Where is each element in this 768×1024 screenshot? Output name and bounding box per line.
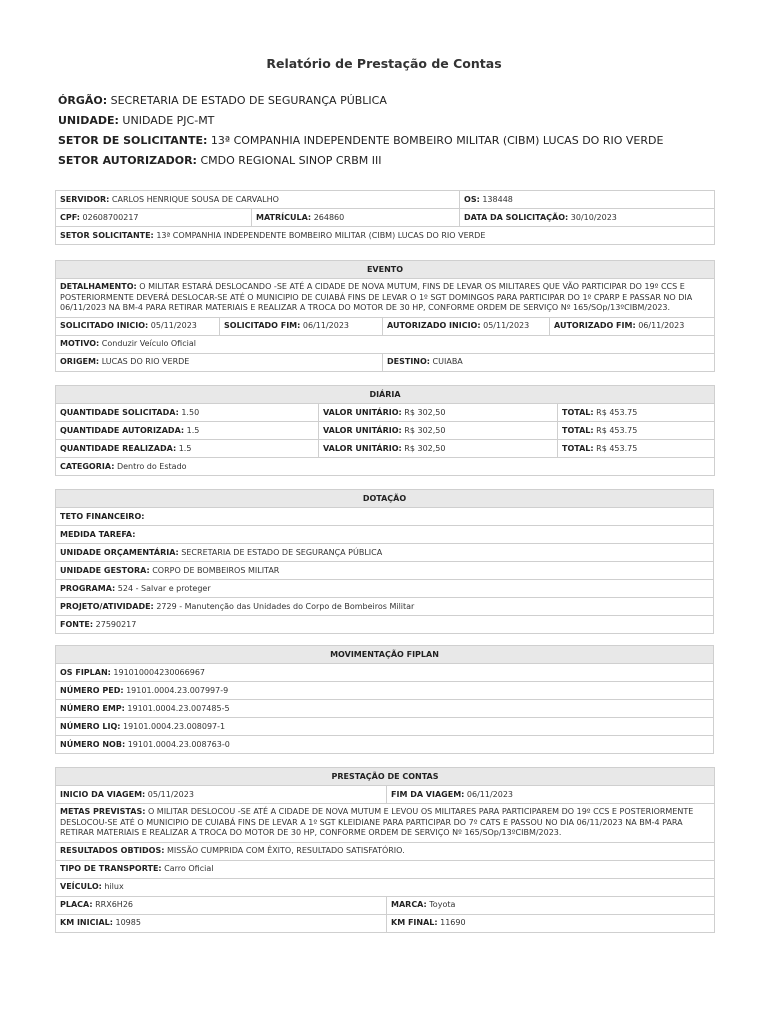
- valor-unitario-label: VALOR UNITÁRIO:: [323, 443, 402, 453]
- numero-ped-cell: [56, 682, 714, 700]
- origem-label: ORIGEM:: [60, 357, 100, 366]
- categoria-value: Dentro do Estado: [116, 461, 187, 471]
- fiplan-table: [55, 645, 714, 754]
- valor-unitario-label: VALOR UNITÁRIO:: [323, 407, 402, 417]
- fonte-value: 27590217: [95, 619, 137, 629]
- solicitado-fim-label: SOLICITADO FIM:: [224, 321, 301, 330]
- cpf-cell: [56, 209, 252, 227]
- table-row: [56, 404, 715, 422]
- setor-autorizador-label: SETOR AUTORIZADOR:: [58, 154, 197, 167]
- quantidade-label: QUANTIDADE SOLICITADA:: [60, 407, 179, 417]
- total-label: TOTAL:: [562, 443, 594, 453]
- programa-label: PROGRAMA:: [60, 583, 116, 593]
- veiculo-cell: [56, 878, 715, 896]
- destino-label: DESTINO:: [387, 357, 430, 366]
- quantidade-value: 1.5: [186, 425, 200, 435]
- motivo-value: Conduzir Veículo Oficial: [101, 339, 196, 348]
- unidade-gestora-value: CORPO DE BOMBEIROS MILITAR: [152, 565, 280, 575]
- cpf-label: CPF:: [60, 212, 80, 222]
- destino-value: CUIABA: [432, 357, 463, 366]
- solicitado-fim-value: 06/11/2023: [302, 321, 349, 330]
- unidade-orcamentaria-value: SECRETARIA DE ESTADO DE SEGURANÇA PÚBLICA: [181, 547, 383, 557]
- medida-tarefa-cell: [56, 526, 714, 544]
- orgao-line: [58, 94, 387, 107]
- valor-unitario-cell: [319, 404, 558, 422]
- data-solicitacao-value: 30/10/2023: [570, 212, 617, 222]
- table-row: [56, 616, 714, 634]
- origem-cell: [56, 353, 383, 371]
- valor-unitario-label: VALOR UNITÁRIO:: [323, 425, 402, 435]
- matricula-cell: [252, 209, 460, 227]
- os-cell: [460, 191, 715, 209]
- total-label: TOTAL:: [562, 407, 594, 417]
- data-solicitacao-cell: [460, 209, 715, 227]
- unidade-gestora-label: UNIDADE GESTORA:: [60, 565, 150, 575]
- unidade-line: [58, 114, 214, 127]
- numero-nob-cell: [56, 736, 714, 754]
- table-row: [56, 317, 715, 335]
- total-value: R$ 453.75: [596, 443, 638, 453]
- table-row: [56, 718, 714, 736]
- page-title: Relatório de Prestação de Contas: [266, 56, 502, 71]
- dotacao-table: [55, 489, 714, 634]
- unidade-orcamentaria-label: UNIDADE ORÇAMENTÁRIA:: [60, 547, 179, 557]
- section-header: [56, 646, 714, 664]
- data-solicitacao-label: DATA DA SOLICITAÇÃO:: [464, 212, 569, 222]
- km-final-value: 11690: [440, 918, 466, 927]
- km-final-label: KM FINAL:: [391, 918, 438, 927]
- km-inicial-label: KM INICIAL:: [60, 918, 113, 927]
- table-row: [56, 209, 715, 227]
- total-cell: [558, 404, 715, 422]
- os-label: OS:: [464, 194, 480, 204]
- resultados-value: MISSÃO CUMPRIDA COM ÊXITO, RESULTADO SATISFATÓRIO.: [166, 846, 405, 855]
- dotacao-heading: DOTAÇÃO: [56, 490, 714, 508]
- quantidade-label: QUANTIDADE REALIZADA:: [60, 443, 177, 453]
- detalhamento-label: DETALHAMENTO:: [60, 282, 137, 291]
- origem-value: LUCAS DO RIO VERDE: [101, 357, 190, 366]
- setor-solicitante-cell: [56, 227, 715, 245]
- table-row: [56, 526, 714, 544]
- table-row: [56, 508, 714, 526]
- numero-ped-value: 19101.0004.23.007997-9: [126, 685, 229, 695]
- table-row: [56, 700, 714, 718]
- table-row: [56, 878, 715, 896]
- fim-viagem-value: 06/11/2023: [466, 789, 514, 799]
- setor-autorizador-value: CMDO REGIONAL SINOP CRBM III: [200, 154, 382, 167]
- table-row: [56, 458, 715, 476]
- metas-previstas-value: O MILITAR DESLOCOU -SE ATÉ A CIDADE DE NOVA MUTUM E LEVOU OS MILITARES PARA PARTICIPAREM DO 19º CCS E POSTERIORMENTE DESLOCOU-SE ATÉ O MUNICIPIO DE CUIABÁ FINS DE LEVAR A 1º SGT KLEIDIANE PARA PARTICIPAR DO 7º CATS E PASSOU NO DIA 06/11/2023 NA BM-4 PARA RETIRAR MATERIAIS E REALIZAR A TROCA DO MOTOR DE 30 HP, CONFORME ORDEM DE SERVIÇO Nº 165/SOp/13ºCIBM/2023.: [60, 807, 694, 837]
- fim-viagem-cell: [387, 786, 715, 804]
- fiplan-heading: MOVIMENTAÇÃO FIPLAN: [56, 646, 714, 664]
- destino-cell: [383, 353, 715, 371]
- servidor-cell: [56, 191, 460, 209]
- table-row: [56, 860, 715, 878]
- quantidade-value: 1.5: [178, 443, 192, 453]
- setor-solicitante-label: SETOR DE SOLICITANTE:: [58, 134, 208, 147]
- orgao-value: SECRETARIA DE ESTADO DE SEGURANÇA PÚBLICA: [110, 94, 387, 107]
- solicitado-inicio-cell: [56, 317, 220, 335]
- section-header: [56, 261, 715, 279]
- table-row: [56, 842, 715, 860]
- setor-solicitante-line: [58, 134, 663, 147]
- tipo-transporte-cell: [56, 860, 715, 878]
- km-inicial-cell: [56, 914, 387, 932]
- marca-cell: [387, 896, 715, 914]
- table-row: [56, 914, 715, 932]
- evento-table: [55, 260, 715, 372]
- km-inicial-value: 10985: [115, 918, 141, 927]
- section-header: [56, 490, 714, 508]
- valor-unitario-value: R$ 302,50: [404, 425, 446, 435]
- numero-ped-label: NÚMERO PED:: [60, 685, 124, 695]
- cpf-value: 02608700217: [82, 212, 139, 222]
- quantidade-label: QUANTIDADE AUTORIZADA:: [60, 425, 185, 435]
- placa-value: RRX6H26: [95, 900, 133, 909]
- table-row: [56, 598, 714, 616]
- unidade-orcamentaria-cell: [56, 544, 714, 562]
- table-row: [56, 440, 715, 458]
- autorizado-fim-label: AUTORIZADO FIM:: [554, 321, 636, 330]
- quantidade-value: 1.50: [181, 407, 200, 417]
- placa-label: PLACA:: [60, 900, 93, 909]
- unidade-label: UNIDADE:: [58, 114, 119, 127]
- programa-value: 524 - Salvar e proteger: [117, 583, 211, 593]
- inicio-viagem-value: 05/11/2023: [147, 789, 194, 799]
- veiculo-label: VEÍCULO:: [60, 882, 102, 891]
- orgao-label: ÓRGÃO:: [58, 94, 108, 107]
- km-final-cell: [387, 914, 715, 932]
- resultados-label: RESULTADOS OBTIDOS:: [60, 846, 165, 855]
- tipo-transporte-value: Carro Oficial: [164, 864, 214, 873]
- total-cell: [558, 422, 715, 440]
- numero-liq-value: 19101.0004.23.008097-1: [122, 721, 226, 731]
- matricula-label: MATRÍCULA:: [256, 212, 312, 222]
- os-value: 138448: [482, 194, 513, 204]
- numero-nob-value: 19101.0004.23.008763-0: [127, 739, 230, 749]
- valor-unitario-cell: [319, 440, 558, 458]
- medida-tarefa-label: MEDIDA TAREFA:: [60, 529, 136, 539]
- total-value: R$ 453.75: [596, 407, 638, 417]
- marca-label: MARCA:: [391, 900, 427, 909]
- section-header: [56, 386, 715, 404]
- table-row: [56, 804, 715, 843]
- veiculo-value: hilux: [104, 882, 124, 891]
- categoria-label: CATEGORIA:: [60, 461, 115, 471]
- projeto-atividade-label: PROJETO/ATIVIDADE:: [60, 601, 154, 611]
- motivo-label: MOTIVO:: [60, 339, 100, 348]
- valor-unitario-value: R$ 302,50: [404, 407, 446, 417]
- setor-autorizador-line: [58, 154, 382, 167]
- programa-cell: [56, 580, 714, 598]
- teto-financeiro-label: TETO FINANCEIRO:: [60, 511, 145, 521]
- quantidade-cell: [56, 404, 319, 422]
- placa-cell: [56, 896, 387, 914]
- autorizado-fim-cell: [550, 317, 715, 335]
- diaria-table: [55, 385, 715, 476]
- os-fiplan-label: OS FIPLAN:: [60, 667, 111, 677]
- marca-value: Toyota: [429, 900, 456, 909]
- inicio-viagem-cell: [56, 786, 387, 804]
- matricula-value: 264860: [313, 212, 345, 222]
- table-row: [56, 580, 714, 598]
- autorizado-inicio-label: AUTORIZADO INICIO:: [387, 321, 481, 330]
- quantidade-cell: [56, 422, 319, 440]
- autorizado-inicio-value: 05/11/2023: [483, 321, 530, 330]
- resultados-cell: [56, 842, 715, 860]
- detalhamento-value: O MILITAR ESTARÁ DESLOCANDO -SE ATÉ A CIDADE DE NOVA MUTUM, FINS DE LEVAR OS MILITARES QUE VÃO PARTICIPAR DO 19º CCS E POSTERIORMENTE DEVERÁ DESLOCAR-SE ATÉ O MUNICIPIO DE CUIABÁ FINS DE LEVAR O 1º SGT DOMINGOS PARA PARTICIPAR DO 1º CPARP E PASSAR NO DIA 06/11/2023 NA BM-4 PARA RETIRAR MATERIAIS E REALIZAR A TROCA DO MOTOR DE 30 HP, CONFORME ORDEM DE SERVIÇO Nº 165/SOp/13ºCIBM/2023.: [60, 282, 693, 312]
- table-row: [56, 227, 715, 245]
- section-header: [56, 768, 715, 786]
- prestacao-heading: PRESTAÇÃO DE CONTAS: [56, 768, 715, 786]
- total-value: R$ 453.75: [596, 425, 638, 435]
- setor-solicitante-row-value: 13ª COMPANHIA INDEPENDENTE BOMBEIRO MILITAR (CIBM) LUCAS DO RIO VERDE: [156, 230, 486, 240]
- valor-unitario-value: R$ 302,50: [404, 443, 446, 453]
- numero-emp-cell: [56, 700, 714, 718]
- fonte-cell: [56, 616, 714, 634]
- numero-emp-value: 19101.0004.23.007485-5: [127, 703, 230, 713]
- metas-previstas-label: METAS PREVISTAS:: [60, 807, 146, 816]
- table-row: [56, 422, 715, 440]
- table-row: [56, 544, 714, 562]
- table-row: [56, 664, 714, 682]
- numero-nob-label: NÚMERO NOB:: [60, 739, 126, 749]
- solicitado-inicio-label: SOLICITADO INICIO:: [60, 321, 149, 330]
- setor-solicitante-value: 13ª COMPANHIA INDEPENDENTE BOMBEIRO MILITAR (CIBM) LUCAS DO RIO VERDE: [210, 134, 664, 147]
- numero-emp-label: NÚMERO EMP:: [60, 703, 125, 713]
- os-fiplan-value: 191010004230066967: [113, 667, 206, 677]
- quantidade-cell: [56, 440, 319, 458]
- inicio-viagem-label: INICIO DA VIAGEM:: [60, 789, 146, 799]
- solicitado-inicio-value: 05/11/2023: [150, 321, 197, 330]
- teto-financeiro-cell: [56, 508, 714, 526]
- metas-previstas-cell: [56, 804, 715, 843]
- fim-viagem-label: FIM DA VIAGEM:: [391, 789, 465, 799]
- evento-heading: EVENTO: [56, 261, 715, 279]
- table-row: [56, 279, 715, 318]
- table-row: [56, 335, 715, 353]
- total-label: TOTAL:: [562, 425, 594, 435]
- solicitado-fim-cell: [220, 317, 383, 335]
- valor-unitario-cell: [319, 422, 558, 440]
- servidor-value: CARLOS HENRIQUE SOUSA DE CARVALHO: [111, 194, 279, 204]
- projeto-atividade-cell: [56, 598, 714, 616]
- categoria-cell: [56, 458, 715, 476]
- diaria-heading: DIÁRIA: [56, 386, 715, 404]
- autorizado-inicio-cell: [383, 317, 550, 335]
- motivo-cell: [56, 335, 715, 353]
- setor-solicitante-row-label: SETOR SOLICITANTE:: [60, 230, 154, 240]
- servidor-table: [55, 190, 715, 245]
- detalhamento-cell: [56, 279, 715, 318]
- table-row: [56, 191, 715, 209]
- prestacao-table: [55, 767, 715, 933]
- autorizado-fim-value: 06/11/2023: [638, 321, 685, 330]
- projeto-atividade-value: 2729 - Manutenção das Unidades do Corpo de Bombeiros Militar: [156, 601, 415, 611]
- unidade-gestora-cell: [56, 562, 714, 580]
- os-fiplan-cell: [56, 664, 714, 682]
- tipo-transporte-label: TIPO DE TRANSPORTE:: [60, 864, 162, 873]
- table-row: [56, 682, 714, 700]
- total-cell: [558, 440, 715, 458]
- table-row: [56, 562, 714, 580]
- numero-liq-label: NÚMERO LIQ:: [60, 721, 121, 731]
- table-row: [56, 353, 715, 371]
- unidade-value: UNIDADE PJC-MT: [122, 114, 215, 127]
- table-row: [56, 736, 714, 754]
- numero-liq-cell: [56, 718, 714, 736]
- table-row: [56, 786, 715, 804]
- servidor-label: SERVIDOR:: [60, 194, 110, 204]
- table-row: [56, 896, 715, 914]
- fonte-label: FONTE:: [60, 619, 94, 629]
